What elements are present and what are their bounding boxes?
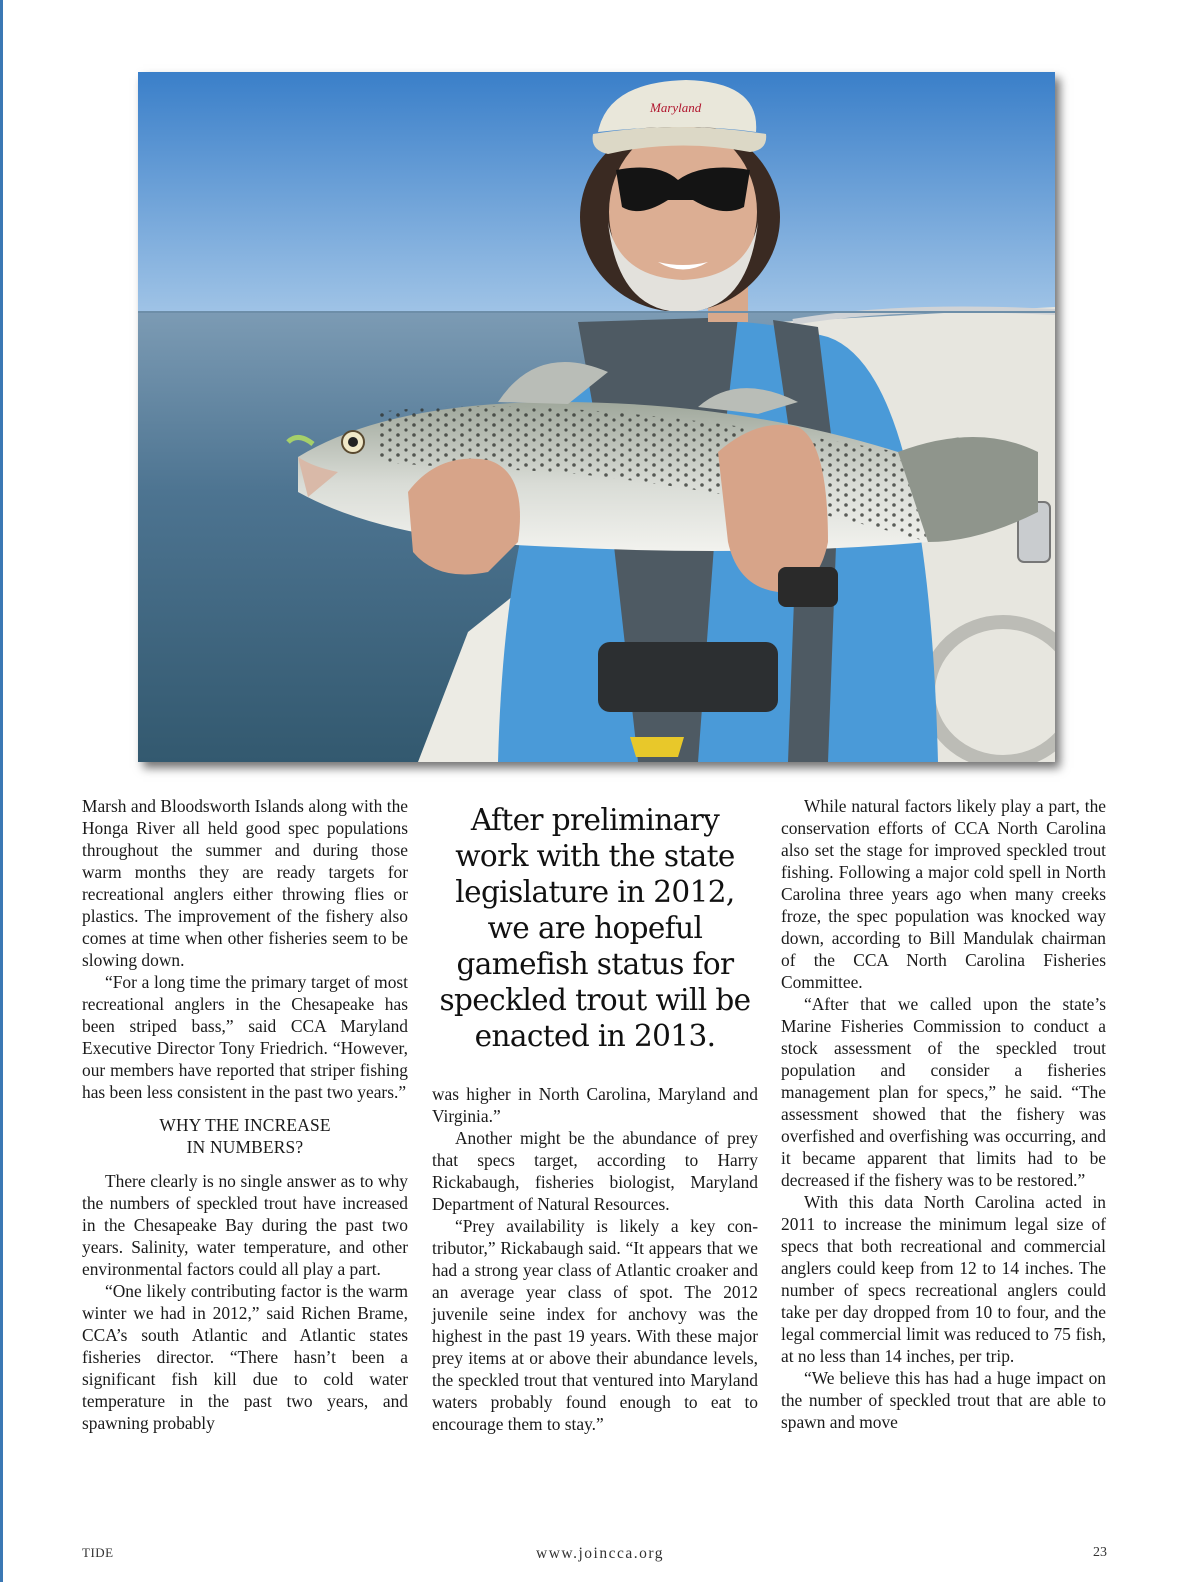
col3-paragraph-4: “We believe this has had a huge impact on the number of speckled trout that are able to spawn and move bbox=[781, 1368, 1106, 1432]
col1-paragraph-2: “For a long time the primary target of most recreational anglers in the Chesapeake has been striped bass,” said CCA Maryland Executive Director Tony Friedrich. “However, our members have reported that striper fishing has been less consistent in the past two years.” bbox=[82, 972, 408, 1102]
col3-paragraph-1: While natural factors likely play a part, the conservation efforts of CCA North Carolina also set the stage for improved speckled trout fishing. Following a major cold spell in North Carolina three years ago when many creeks froze, the spec population was knocked way down, according to Bill Mandulak chairman of the CCA North Carolina Fisheries Committee. bbox=[781, 796, 1106, 992]
cap-lettering: Maryland bbox=[650, 100, 702, 115]
col1-paragraph-4: “One likely contributing factor is the warm winter we had in 2012,” said Richen Brame, CCA’s south Atlantic and Atlantic states fisheries director. “There hasn’t been a significant fish kill due to cold water temperature in the past two years, and spawning probably bbox=[82, 1281, 408, 1433]
column-3 bbox=[781, 795, 1106, 1433]
subhead-line-1: WHY THE INCREASE bbox=[159, 1115, 331, 1135]
col2-paragraph-3: “Prey availability is likely a key contributor,” Rickabaugh said. “It appears that we had a strong year class of Atlantic croaker and an average year class of spot. The 2012 juvenile seine index for anchovy was the highest in the past 19 years. With these major prey items at or above their abundance levels, the speckled trout that ventured into Maryland waters probably found enough to eat to encourage them to stay.” bbox=[432, 1216, 758, 1434]
page-edge-rule bbox=[0, 0, 3, 1582]
footer-publication-name: TIDE bbox=[82, 1545, 114, 1560]
col1-paragraph-1: Marsh and Bloodsworth Islands along with the Honga River all held good spec populations throughout the summer and during those warm months they are ready targets for recreational anglers either throwing flies or plastics. The improvement of the fishery also comes at time when other fisheries seem to be slowing down. bbox=[82, 796, 408, 970]
col2-paragraph-2: Another might be the abundance of prey that specs target, according to Harry Rickabaugh, fisheries biologist, Maryland Department of Natural Resources. bbox=[432, 1128, 758, 1214]
subhead-line-2: IN NUMBERS? bbox=[186, 1137, 304, 1157]
pull-quote: After preliminary work with the state legislature in 2012, we are hopeful gamefish status for speckled trout will be enacted in 2013. bbox=[439, 803, 751, 1053]
angler-with-speckled-trout-illustration bbox=[138, 72, 1055, 762]
section-subhead bbox=[82, 1114, 408, 1158]
col3-paragraph-3: With this data North Carolina acted in 2011 to increase the minimum legal size of specs that both recreational and commercial anglers could keep from 12 to 14 inches. The number of specs recreational anglers could take per day dropped from 10 to four, and the legal commercial limit was reduced to 75 fish, at no less than 14 inches, per trip. bbox=[781, 1192, 1106, 1366]
footer-page-number: 23 bbox=[1093, 1545, 1107, 1560]
col1-paragraph-3: There clearly is no single answer as to why the numbers of speckled trout have increased in the Chesapeake Bay during the past two years. Salinity, water temperature, and other environmental factors could all play a part. bbox=[82, 1171, 408, 1279]
article-photo bbox=[138, 72, 1055, 762]
col3-paragraph-2: “After that we called upon the state’s Marine Fisheries Commission to conduct a stock assessment of the speckled trout population and consider a fisheries management plan for specs,” he said. “The assessment showed that the fishery was overfished and overfishing was occurring, and it became apparent that limits had to be decreased if the fishery was to be restored.” bbox=[781, 994, 1106, 1190]
footer-website-link[interactable]: www.joincca.org bbox=[536, 1545, 664, 1562]
column-2 bbox=[432, 1083, 758, 1435]
col2-paragraph-1: was higher in North Carolina, Maryland and Virginia.” bbox=[432, 1084, 758, 1126]
column-1 bbox=[82, 795, 408, 1434]
